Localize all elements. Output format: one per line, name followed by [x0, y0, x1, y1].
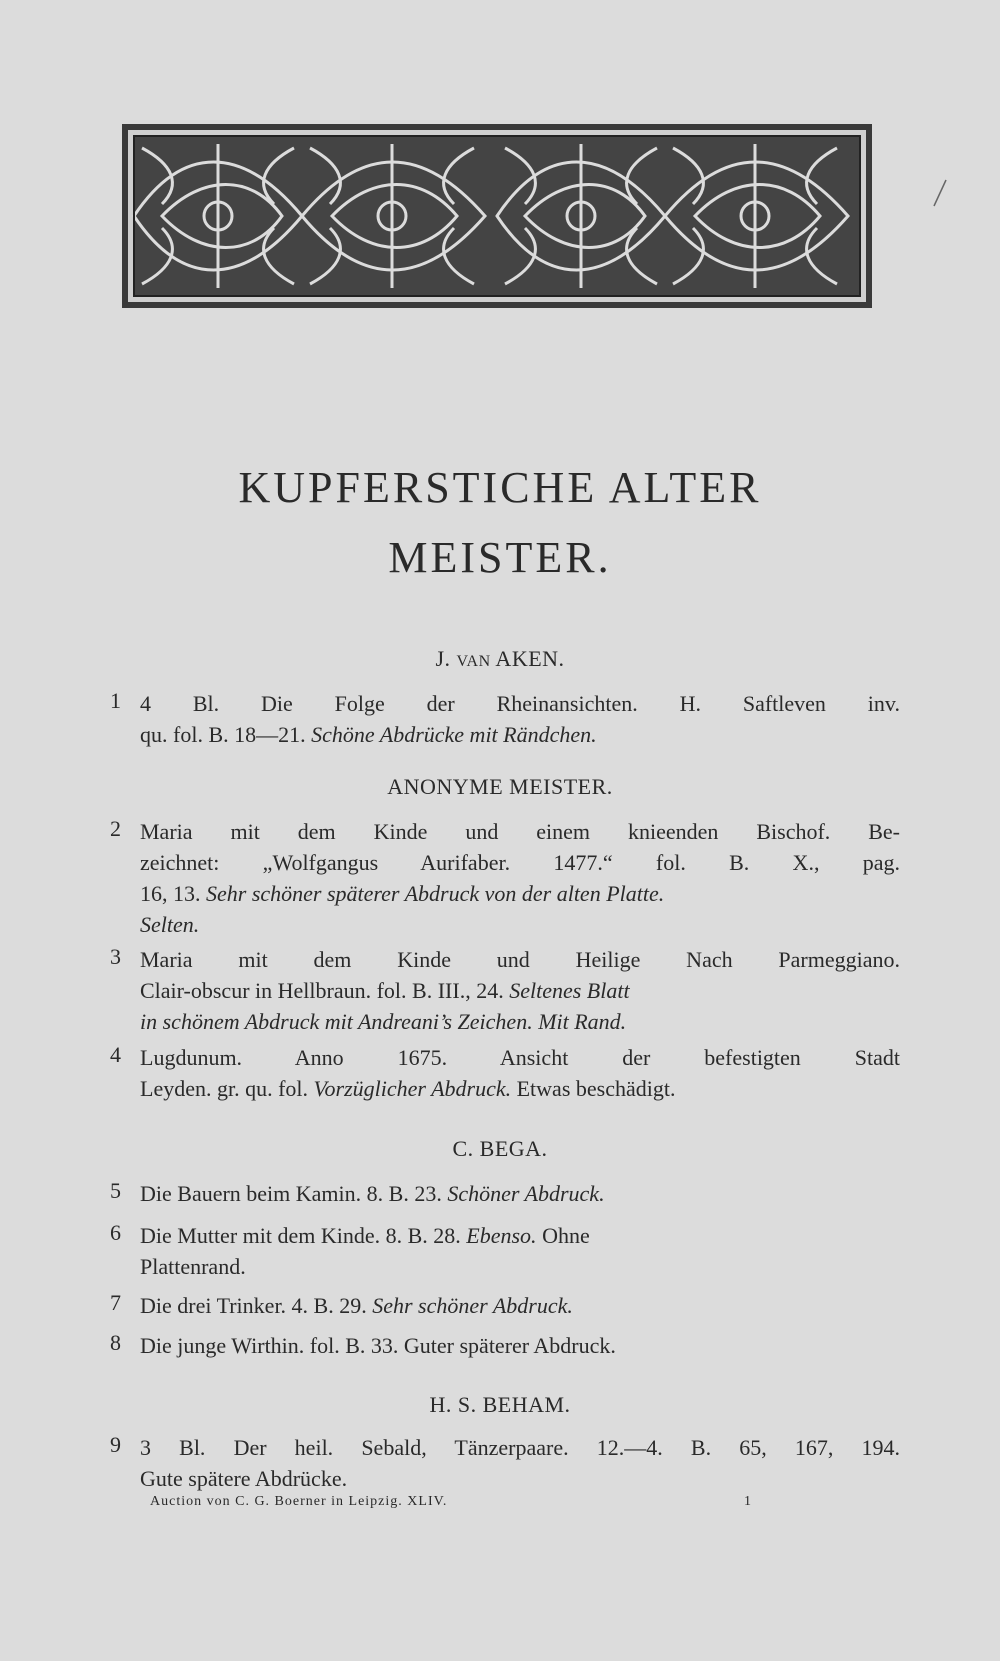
entry-body [140, 816, 900, 940]
entry-remark: Sehr schöner späterer Abdruck von der alten Platte. [206, 881, 665, 906]
heading-initial: J. [435, 646, 457, 671]
section-heading-anonyme: ANONYME MEISTER. [387, 774, 613, 799]
page-title-line-1: KUPFERSTICHE ALTER [238, 463, 762, 512]
entry-line: Die Bauern beim Kamin. 8. B. 23. Schöner Abdruck. [140, 1181, 605, 1206]
entry-remark: Ebenso. [466, 1223, 537, 1248]
entry-number: 5 [110, 1178, 121, 1203]
entry-line: Maria mit dem Kinde und einem knieenden Bischof. Be- [140, 819, 900, 844]
entry-number: 7 [110, 1290, 121, 1315]
entry-line: Lugdunum. Anno 1675. Ansicht der befestigten Stadt [140, 1045, 900, 1070]
entry-remark: Vorzüglicher Abdruck. [313, 1076, 512, 1101]
entry-number: 2 [110, 816, 121, 841]
entry-line: Maria mit dem Kinde und Heilige Nach Parmeggiano. [140, 947, 900, 972]
entry-body [140, 944, 900, 1037]
entry-remark: Schöner Abdruck. [447, 1181, 605, 1206]
entry-body [140, 1432, 900, 1494]
signature-mark: 1 [744, 1494, 751, 1509]
pencil-mark-icon [930, 178, 950, 208]
entry-line: 3 Bl. Der heil. Sebald, Tänzerpaare. 12.—4. B. 65, 167, 194. [140, 1435, 900, 1460]
entry-body [140, 688, 900, 750]
heading-rest: AKEN. [490, 646, 565, 671]
entry-line: qu. fol. B. 18—21. Schöne Abdrücke mit Rändchen. [140, 722, 597, 747]
entry-line: Clair-obscur in Hellbraun. fol. B. III., 24. Seltenes Blatt [140, 978, 630, 1003]
ornamental-headpiece-icon [122, 124, 872, 308]
entry-line: zeichnet: „Wolfgangus Aurifaber. 1477.“ fol. B. X., pag. [140, 850, 900, 875]
entry-number: 1 [110, 688, 121, 713]
entry-body [140, 1330, 900, 1361]
entry-remark: Selten. [140, 912, 200, 937]
entry-body [140, 1178, 900, 1209]
entry-remark: Sehr schöner Abdruck. [372, 1293, 573, 1318]
entry-number: 4 [110, 1042, 121, 1067]
entry-body [140, 1220, 900, 1282]
entry-number: 9 [110, 1432, 121, 1457]
page-title-line-2: MEISTER. [388, 533, 612, 582]
entry-line: Die junge Wirthin. fol. B. 33. Guter späterer Abdruck. [140, 1333, 616, 1358]
entry-line: 16, 13. Sehr schöner späterer Abdruck von der alten Platte. [140, 881, 665, 906]
entry-remark: Seltenes Blatt [509, 978, 630, 1003]
entry-line: Gute spätere Abdrücke. [140, 1466, 348, 1491]
entry-remark: Schöne Abdrücke mit Rändchen. [311, 722, 597, 747]
entry-line: Plattenrand. [140, 1254, 246, 1279]
entry-body [140, 1042, 900, 1104]
section-heading-beham: H. S. BEHAM. [429, 1392, 571, 1417]
entry-number: 3 [110, 944, 121, 969]
entry-line: Die Mutter mit dem Kinde. 8. B. 28. Ebenso. Ohne [140, 1223, 590, 1248]
entry-line: 4 Bl. Die Folge der Rheinansichten. H. Saftleven inv. [140, 691, 900, 716]
page-footer: Auction von C. G. Boerner in Leipzig. XLIV. [150, 1494, 448, 1509]
entry-remark: in schönem Abdruck mit Andreani’s Zeichen. Mit Rand. [140, 1009, 627, 1034]
section-heading-aken [0, 646, 1000, 672]
heading-small-caps: VAN [456, 653, 491, 670]
section-heading-bega: C. BEGA. [452, 1136, 548, 1161]
entry-line: Leyden. gr. qu. fol. Vorzüglicher Abdruck. Etwas beschädigt. [140, 1076, 676, 1101]
entry-number: 6 [110, 1220, 121, 1245]
entry-number: 8 [110, 1330, 121, 1355]
entry-line [140, 1006, 900, 1037]
entry-body [140, 1290, 900, 1321]
entry-line: Die drei Trinker. 4. B. 29. Sehr schöner Abdruck. [140, 1293, 573, 1318]
entry-line [140, 909, 900, 940]
